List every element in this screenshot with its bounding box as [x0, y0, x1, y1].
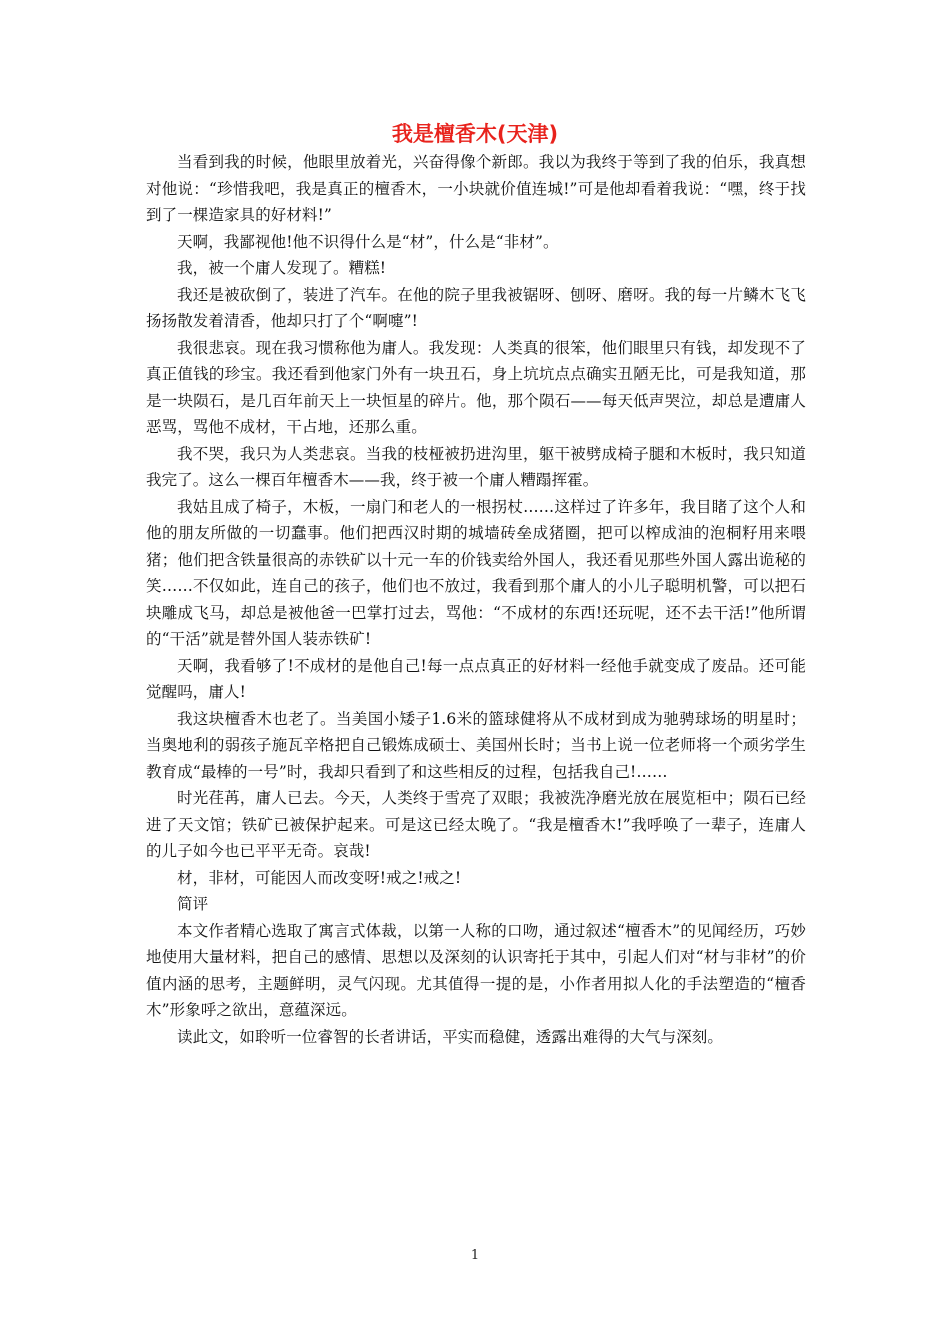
page-number: 1 [470, 1248, 480, 1263]
paragraph: 材，非材，可能因人而改变呀!戒之!戒之! [177, 868, 462, 887]
paragraph: 我，被一个庸人发现了。糟糕! [177, 259, 387, 277]
paragraph: 我这块檀香木也老了。当美国小矮子1.6米的篮球健将从不成材到成为驰骋球场的明星时；当奥地利的弱孩子施瓦辛格把自己锻炼成硕士、美国州长时；当书上说一位老师将一个顽劣学生教育成“最棒的一号”时，我却只看到了和这些相反的过程，包括我自己!…… [146, 709, 806, 781]
document-body [146, 149, 806, 1050]
document-title: 我是檀香木(天津) [391, 122, 559, 146]
paragraph: 天啊，我鄙视他!他不识得什么是“材”，什么是“非材”。 [177, 232, 559, 251]
review-heading: 简评 [177, 895, 209, 913]
paragraph: 天啊，我看够了!不成材的是他自己!每一点点真正的好材料一经他手就变成了废品。还可能觉醒吗，庸人! [146, 656, 806, 701]
paragraph: 时光荏苒，庸人已去。今天，人类终于雪亮了双眼；我被洗净磨光放在展览柜中；陨石已经进了天文馆；铁矿已被保护起来。可是这已经太晚了。“我是檀香木!”我呼唤了一辈子，连庸人的儿子如今也已平平无奇。哀哉! [146, 789, 806, 860]
review-paragraph: 读此文，如聆听一位睿智的长者讲话，平实而稳健，透露出难得的大气与深刻。 [177, 1027, 724, 1046]
paragraph: 我还是被砍倒了，装进了汽车。在他的院子里我被锯呀、刨呀、磨呀。我的每一片鳞木飞飞扬扬散发着清香，他却只打了个“啊嚏”! [146, 285, 806, 330]
review-paragraph: 本文作者精心选取了寓言式体裁，以第一人称的口吻，通过叙述“檀香木”的见闻经历，巧妙地使用大量材料，把自己的感情、思想以及深刻的认识寄托于其中，引起人们对“材与非材”的价值内涵的思考，主题鲜明，灵气闪现。尤其值得一提的是，小作者用拟人化的手法塑造的“檀香木”形象呼之欲出，意蕴深远。 [146, 921, 806, 1019]
paragraph: 当看到我的时候，他眼里放着光，兴奋得像个新郎。我以为我终于等到了我的伯乐，我真想对他说：“珍惜我吧，我是真正的檀香木，一小块就价值连城!”可是他却看着我说：“嘿，终于找到了一棵造家具的好材料!” [146, 153, 806, 224]
paragraph: 我不哭，我只为人类悲哀。当我的枝桠被扔进沟里，躯干被劈成椅子腿和木板时，我只知道我完了。这么一棵百年檀香木——我，终于被一个庸人糟蹋挥霍。 [146, 444, 806, 489]
paragraph: 我很悲哀。现在我习惯称他为庸人。我发现：人类真的很笨，他们眼里只有钱，却发现不了真正值钱的珍宝。我还看到他家门外有一块丑石，身上坑坑点点确实丑陋无比，可是我知道，那是一块陨石，是几百年前天上一块恒星的碎片。他，那个陨石——每天低声哭泣，却总是遭庸人恶骂，骂他不成材，干占地，还那么重。 [146, 338, 806, 436]
paragraph: 我姑且成了椅子，木板，一扇门和老人的一根拐杖……这样过了许多年，我目睹了这个人和他的朋友所做的一切蠢事。他们把西汉时期的城墙砖垒成猪圈，把可以榨成油的泡桐籽用来喂猪；他们把含铁量很高的赤铁矿以十元一车的价钱卖给外国人，我还看见那些外国人露出诡秘的笑……不仅如此，连自己的孩子，他们也不放过，我看到那个庸人的小儿子聪明机警，可以把石块雕成飞马，却总是被他爸一巴掌打过去，骂他：“不成材的东西!还玩呢，还不去干活!”他所谓的“干活”就是替外国人装赤铁矿! [146, 497, 806, 648]
